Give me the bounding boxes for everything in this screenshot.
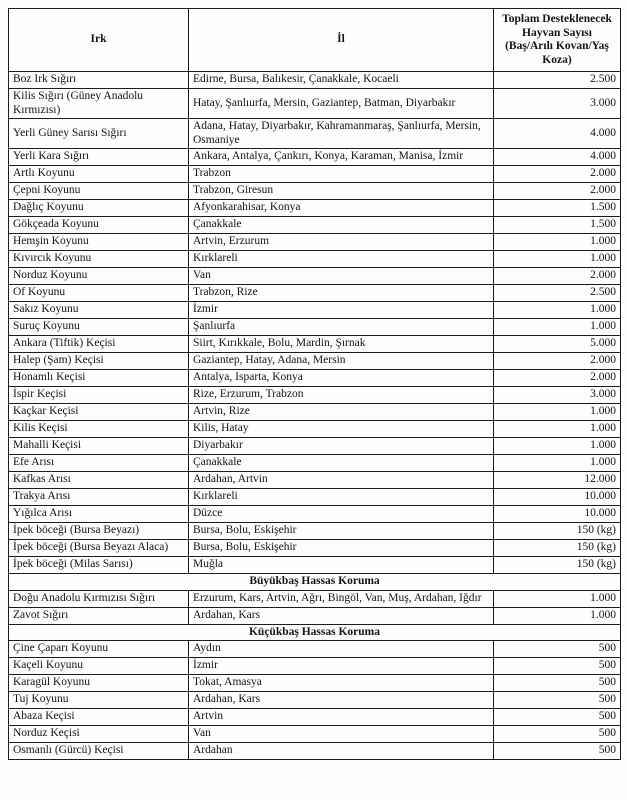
count-cell: 3.000 bbox=[494, 387, 621, 404]
table-row bbox=[9, 119, 621, 149]
province-cell: Ardahan bbox=[189, 743, 494, 760]
province-cell: Ardahan, Kars bbox=[189, 607, 494, 624]
breed-cell: Norduz Koyunu bbox=[9, 268, 189, 285]
breed-cell: İpek böceği (Milas Sarısı) bbox=[9, 557, 189, 574]
breed-cell: Artlı Koyunu bbox=[9, 166, 189, 183]
province-cell: Kırklareli bbox=[189, 489, 494, 506]
count-cell: 4.000 bbox=[494, 119, 621, 149]
count-cell: 1.000 bbox=[494, 455, 621, 472]
table-row bbox=[9, 234, 621, 251]
count-cell: 1.000 bbox=[494, 404, 621, 421]
count-cell: 1.000 bbox=[494, 421, 621, 438]
count-cell: 150 (kg) bbox=[494, 557, 621, 574]
breed-cell: Mahalli Keçisi bbox=[9, 438, 189, 455]
table-row bbox=[9, 523, 621, 540]
count-cell: 5.000 bbox=[494, 336, 621, 353]
province-cell: Erzurum, Kars, Artvin, Ağrı, Bingöl, Van, Muş, Ardahan, Iğdır bbox=[189, 590, 494, 607]
count-cell: 1.000 bbox=[494, 251, 621, 268]
province-cell: Hatay, Şanlıurfa, Mersin, Gaziantep, Batman, Diyarbakır bbox=[189, 89, 494, 119]
table-row bbox=[9, 302, 621, 319]
table-row bbox=[9, 675, 621, 692]
table-row bbox=[9, 370, 621, 387]
province-cell: Bursa, Bolu, Eskişehir bbox=[189, 540, 494, 557]
province-cell: Düzce bbox=[189, 506, 494, 523]
count-cell: 150 (kg) bbox=[494, 523, 621, 540]
table-row bbox=[9, 166, 621, 183]
province-cell: Ankara, Antalya, Çankırı, Konya, Karaman, Manisa, İzmir bbox=[189, 149, 494, 166]
table-row bbox=[9, 217, 621, 234]
province-cell: İzmir bbox=[189, 658, 494, 675]
table-row bbox=[9, 743, 621, 760]
table-row bbox=[9, 692, 621, 709]
count-cell: 1.000 bbox=[494, 607, 621, 624]
breed-cell: Norduz Keçisi bbox=[9, 726, 189, 743]
province-cell: Artvin, Rize bbox=[189, 404, 494, 421]
province-cell: Siirt, Kırıkkale, Bolu, Mardin, Şırnak bbox=[189, 336, 494, 353]
table-row bbox=[9, 268, 621, 285]
table-row bbox=[9, 353, 621, 370]
count-cell: 4.000 bbox=[494, 149, 621, 166]
province-cell: İzmir bbox=[189, 302, 494, 319]
breed-cell: Yerli Güney Sarısı Sığırı bbox=[9, 119, 189, 149]
table-row bbox=[9, 89, 621, 119]
province-cell: Ardahan, Artvin bbox=[189, 472, 494, 489]
breed-cell: Dağlıç Koyunu bbox=[9, 200, 189, 217]
breed-cell: Suruç Koyunu bbox=[9, 319, 189, 336]
count-cell: 500 bbox=[494, 743, 621, 760]
breed-cell: Kafkas Arısı bbox=[9, 472, 189, 489]
breed-cell: Çepni Koyunu bbox=[9, 183, 189, 200]
breed-cell: Zavot Sığırı bbox=[9, 607, 189, 624]
table-row bbox=[9, 540, 621, 557]
section-header-row bbox=[9, 624, 621, 641]
count-cell: 500 bbox=[494, 726, 621, 743]
column-header-sayi: Toplam Desteklenecek Hayvan Sayısı (Baş/Arılı Kovan/Yaş Koza) bbox=[494, 9, 621, 72]
table-header-row bbox=[9, 9, 621, 72]
breed-cell: Hemşin Koyunu bbox=[9, 234, 189, 251]
table-row bbox=[9, 472, 621, 489]
breed-cell: Abaza Keçisi bbox=[9, 709, 189, 726]
province-cell: Kilis, Hatay bbox=[189, 421, 494, 438]
breed-cell: Kaçkar Keçisi bbox=[9, 404, 189, 421]
count-cell: 2.000 bbox=[494, 353, 621, 370]
province-cell: Trabzon bbox=[189, 166, 494, 183]
table-row bbox=[9, 641, 621, 658]
count-cell: 1.500 bbox=[494, 200, 621, 217]
province-cell: Rize, Erzurum, Trabzon bbox=[189, 387, 494, 404]
table-row bbox=[9, 489, 621, 506]
breed-cell: Kıvırcık Koyunu bbox=[9, 251, 189, 268]
table-row bbox=[9, 200, 621, 217]
province-cell: Bursa, Bolu, Eskişehir bbox=[189, 523, 494, 540]
count-cell: 2.000 bbox=[494, 268, 621, 285]
breed-cell: Efe Arısı bbox=[9, 455, 189, 472]
province-cell: Antalya, Isparta, Konya bbox=[189, 370, 494, 387]
breed-cell: Yerli Kara Sığırı bbox=[9, 149, 189, 166]
count-cell: 1.000 bbox=[494, 319, 621, 336]
breed-cell: Trakya Arısı bbox=[9, 489, 189, 506]
count-cell: 500 bbox=[494, 692, 621, 709]
table-row bbox=[9, 726, 621, 743]
table-row bbox=[9, 183, 621, 200]
breed-cell: Gökçeada Koyunu bbox=[9, 217, 189, 234]
province-cell: Diyarbakır bbox=[189, 438, 494, 455]
province-cell: Van bbox=[189, 726, 494, 743]
count-cell: 2.000 bbox=[494, 183, 621, 200]
section-header-row bbox=[9, 574, 621, 591]
province-cell: Gaziantep, Hatay, Adana, Mersin bbox=[189, 353, 494, 370]
province-cell: Kırklareli bbox=[189, 251, 494, 268]
province-cell: Trabzon, Giresun bbox=[189, 183, 494, 200]
table-row bbox=[9, 251, 621, 268]
breed-cell: Kilis Keçisi bbox=[9, 421, 189, 438]
count-cell: 12.000 bbox=[494, 472, 621, 489]
breed-cell: Ankara (Tiftik) Keçisi bbox=[9, 336, 189, 353]
count-cell: 3.000 bbox=[494, 89, 621, 119]
province-cell: Çanakkale bbox=[189, 217, 494, 234]
count-cell: 500 bbox=[494, 641, 621, 658]
province-cell: Tokat, Amasya bbox=[189, 675, 494, 692]
breed-cell: Boz Irk Sığırı bbox=[9, 72, 189, 89]
table-body bbox=[9, 72, 621, 760]
table-row bbox=[9, 421, 621, 438]
table-row bbox=[9, 336, 621, 353]
table-row bbox=[9, 72, 621, 89]
province-cell: Afyonkarahisar, Konya bbox=[189, 200, 494, 217]
province-cell: Aydın bbox=[189, 641, 494, 658]
breed-cell: Honamlı Keçisi bbox=[9, 370, 189, 387]
province-cell: Artvin, Erzurum bbox=[189, 234, 494, 251]
table-row bbox=[9, 607, 621, 624]
table-row bbox=[9, 319, 621, 336]
breed-cell: İpek böceği (Bursa Beyazı) bbox=[9, 523, 189, 540]
table-row bbox=[9, 387, 621, 404]
section-title: Küçükbaş Hassas Koruma bbox=[9, 624, 621, 641]
province-cell: Adana, Hatay, Diyarbakır, Kahramanmaraş, Şanlıurfa, Mersin, Osmaniye bbox=[189, 119, 494, 149]
count-cell: 500 bbox=[494, 675, 621, 692]
count-cell: 10.000 bbox=[494, 506, 621, 523]
breed-support-table bbox=[8, 8, 621, 760]
breed-cell: Karagül Koyunu bbox=[9, 675, 189, 692]
count-cell: 1.500 bbox=[494, 217, 621, 234]
breed-cell: İpek böceği (Bursa Beyazı Alaca) bbox=[9, 540, 189, 557]
breed-cell: Osmanlı (Gürcü) Keçisi bbox=[9, 743, 189, 760]
province-cell: Muğla bbox=[189, 557, 494, 574]
province-cell: Edirne, Bursa, Balıkesir, Çanakkale, Kocaeli bbox=[189, 72, 494, 89]
table-row bbox=[9, 455, 621, 472]
count-cell: 150 (kg) bbox=[494, 540, 621, 557]
count-cell: 10.000 bbox=[494, 489, 621, 506]
province-cell: Artvin bbox=[189, 709, 494, 726]
breed-cell: Kilis Sığırı (Güney Anadolu Kırmızısı) bbox=[9, 89, 189, 119]
table-row bbox=[9, 590, 621, 607]
province-cell: Trabzon, Rize bbox=[189, 285, 494, 302]
count-cell: 500 bbox=[494, 658, 621, 675]
table-row bbox=[9, 506, 621, 523]
breed-cell: Yığılca Arısı bbox=[9, 506, 189, 523]
section-title: Büyükbaş Hassas Koruma bbox=[9, 574, 621, 591]
province-cell: Şanlıurfa bbox=[189, 319, 494, 336]
count-cell: 2.000 bbox=[494, 166, 621, 183]
count-cell: 1.000 bbox=[494, 302, 621, 319]
province-cell: Van bbox=[189, 268, 494, 285]
column-header-irk: Irk bbox=[9, 9, 189, 72]
table-row bbox=[9, 285, 621, 302]
breed-cell: Of Koyunu bbox=[9, 285, 189, 302]
count-cell: 500 bbox=[494, 709, 621, 726]
table-row bbox=[9, 149, 621, 166]
province-cell: Çanakkale bbox=[189, 455, 494, 472]
count-cell: 2.500 bbox=[494, 285, 621, 302]
count-cell: 2.500 bbox=[494, 72, 621, 89]
table-row bbox=[9, 404, 621, 421]
breed-cell: Halep (Şam) Keçisi bbox=[9, 353, 189, 370]
breed-cell: Kaçeli Koyunu bbox=[9, 658, 189, 675]
count-cell: 2.000 bbox=[494, 370, 621, 387]
province-cell: Ardahan, Kars bbox=[189, 692, 494, 709]
count-cell: 1.000 bbox=[494, 590, 621, 607]
table-row bbox=[9, 557, 621, 574]
breed-cell: İspir Keçisi bbox=[9, 387, 189, 404]
table-row bbox=[9, 709, 621, 726]
column-header-il: İl bbox=[189, 9, 494, 72]
breed-cell: Sakız Koyunu bbox=[9, 302, 189, 319]
count-cell: 1.000 bbox=[494, 234, 621, 251]
breed-cell: Çine Çaparı Koyunu bbox=[9, 641, 189, 658]
count-cell: 1.000 bbox=[494, 438, 621, 455]
table-row bbox=[9, 658, 621, 675]
breed-cell: Doğu Anadolu Kırmızısı Sığırı bbox=[9, 590, 189, 607]
table-row bbox=[9, 438, 621, 455]
breed-cell: Tuj Koyunu bbox=[9, 692, 189, 709]
